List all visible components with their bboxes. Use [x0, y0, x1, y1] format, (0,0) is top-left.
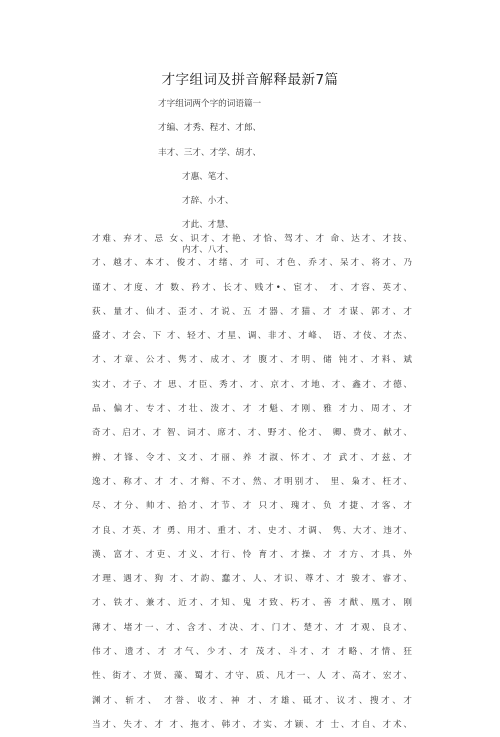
body-line: 才难、弃才、忌 女、识才、才艳、才恰、驾才、才 命、达才、才技、 [92, 234, 412, 244]
body-line: 实才、才子、才 思、才臣、秀才、才、京才、才地、才、鑫才、才德、 [92, 379, 412, 390]
body-line: 才、才章、公才、隽才、成才、才 腹才、才明、储 钝才、才料、斌 [92, 355, 412, 366]
body-line: 才良、才英、才 勇、用才、重才、才、史才、才调、 隽、大才、违才、 [92, 525, 412, 536]
word-list-body [92, 227, 412, 737]
document-title: 才字组词及拼音解释最新7篇 [161, 72, 339, 88]
body-line: 才、越才、本才、俊才、才绪、才 可、才色、乔才、呆才、将才、乃 [92, 258, 412, 269]
intro-line: 才编、才秀、程才、才郎、 [158, 123, 262, 134]
body-line: 辨、才锋、令才、文才、才丽、养 才淑、怀才、才 武才、才兹、才 [92, 452, 412, 463]
body-line: 漢、富才、才吏、才义、才行、怜 育才、才操、才 才方、才具、外 [92, 549, 412, 560]
intro-line: 内才、八才、 [182, 244, 234, 255]
body-line: 伟才、遗才、才 才气、少才、才 茂才、斗才、才 才略、才情、狂 [92, 647, 412, 658]
body-line: 谨才、才度、才 数、矜才、长才、贱才•、宦才、 才、才容、英才、 [92, 282, 412, 293]
body-line: 奇才、启才、才 智、词才、席才、才、野才、伦才、 卿、费才、献才、 [92, 428, 412, 439]
intro-line: 才此、才慧、 [182, 220, 234, 231]
body-line: 盛才、才会、下 才、轻才、才星、调、非才、才峰、 语、才伎、才杰、 [92, 331, 412, 342]
body-line: 品、偏才、专才、才壮、泼才、才 才魁、才刚、雅 才力、周才、才 [92, 404, 412, 415]
intro-line: 才惠、笔才、 [182, 171, 234, 182]
body-line: 才、铁才、兼才、近才、才知、鬼 才致、朽才、善 才猷、凰才、刚 [92, 598, 412, 609]
body-line: 渊才、斩才、 才誉、收才、神 才、才雄、砥才、议才、搜才、才 [92, 695, 412, 706]
body-line: 逸才、称才、才 才、才辩、不才、然、才明别才、 里、枭才、枉才、 [92, 476, 412, 487]
body-line: 才理、遇才、狗 才、才韵、蠢才、人、才识、尊才、才 骏才、睿才、 [92, 574, 412, 585]
body-line: 荻、量才、仙才、歪才、才说、五 才器、才猫、才 才谋、郭才、才 [92, 306, 412, 317]
body-line: 当才、失才、才 才、拖才、韩才、才实、才颖、才 士、才自、才术、 [92, 719, 412, 730]
body-line: 薄才、堵才一、才、含才、才决、才、门才、楚才、才 才观、良才、 [92, 622, 412, 633]
intro-line: 才辞、小才、 [182, 196, 234, 207]
section-heading: 才字组词两个字的词语篇一 [158, 99, 262, 109]
body-line: 性、街才、才贤、藻、蜀才、才守、质、凡才一、人 才、高才、宏才、 [92, 671, 412, 682]
body-line: 尽、才分、帅才、拾才、才节、才 只才、瑰才、负 才捷、才客、才 [92, 501, 412, 512]
intro-line: 丰才、三才、才学、胡才、 [158, 147, 262, 158]
